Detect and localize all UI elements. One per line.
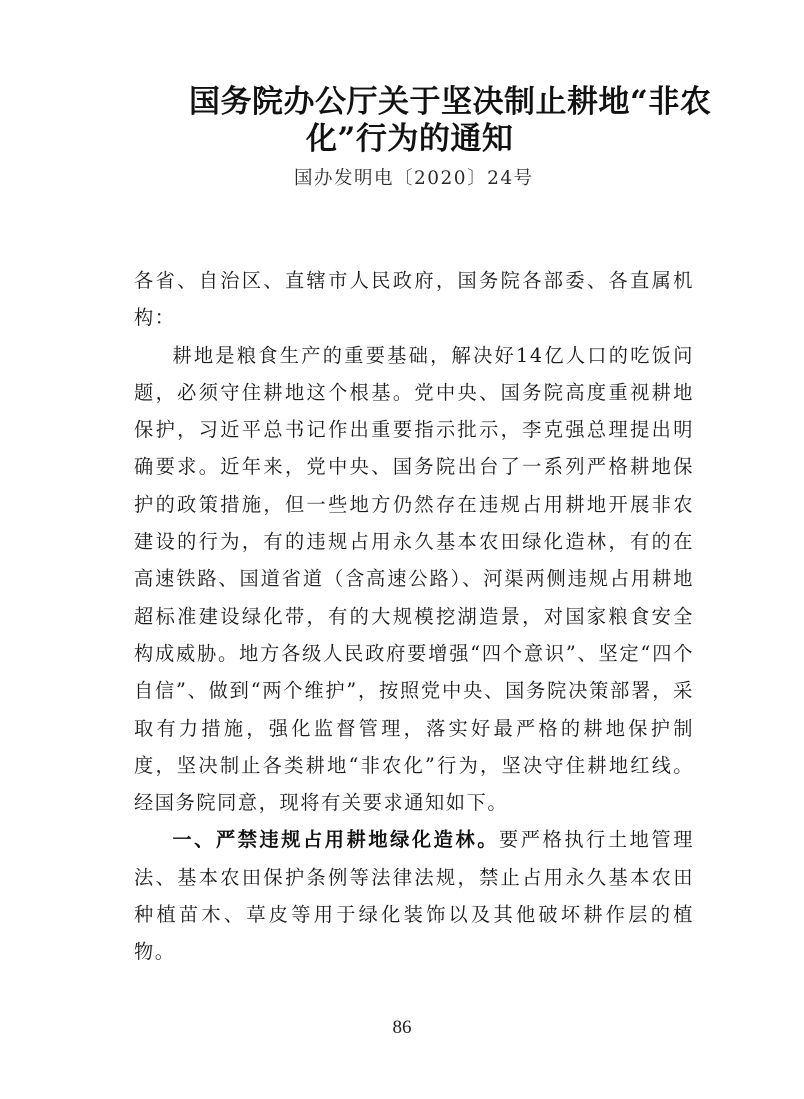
salutation: 各省、自治区、直辖市人民政府，国务院各部委、各直属机构： <box>134 269 694 330</box>
page-number: 86 <box>392 1017 412 1038</box>
document-number: 国办发明电〔2020〕24号 <box>294 168 534 189</box>
document-body <box>134 262 694 971</box>
document-title-line2: 化”行为的通知 <box>306 121 514 157</box>
paragraph-intro: 耕地是粮食生产的重要基础，解决好14亿人口的吃饭问题，必须守住耕地这个根基。党中央、国务院高度重视耕地保护，习近平总书记作出重要指示批示，李克强总理提出明确要求。近年来，党中央、国务院出台了一系列严格耕地保护的政策措施，但一些地方仍然存在违规占用耕地开展非农建设的行为，有的违规占用永久基本农田绿化造林，有的在高速铁路、国道省道（含高速公路）、河渠两侧违规占用耕地超标准建设绿化带，有的大规模挖湖造景，对国家粮食安全构成威胁。地方各级人民政府要增强“四个意识”、坚定“四个自信”、做到“两个维护”，按照党中央、国务院决策部署，采取有力措施，强化监督管理，落实好最严格的耕地保护制度，坚决制止各类耕地“非农化”行为，坚决守住耕地红线。经国务院同意，现将有关要求通知如下。 <box>134 343 694 815</box>
paragraph-section-1 <box>134 821 694 970</box>
section-1-heading: 一、严禁违规占用耕地绿化造林。 <box>172 828 500 852</box>
document-title-line1: 国务院办公厅关于坚决制止耕地“非农 <box>189 84 712 120</box>
section-1-text: 要严格执行土地管理法、基本农田保护条例等法律法规，禁止占用永久基本农田种植苗木、草皮等用于绿化装饰以及其他破坏耕作层的植物。 <box>134 828 694 964</box>
